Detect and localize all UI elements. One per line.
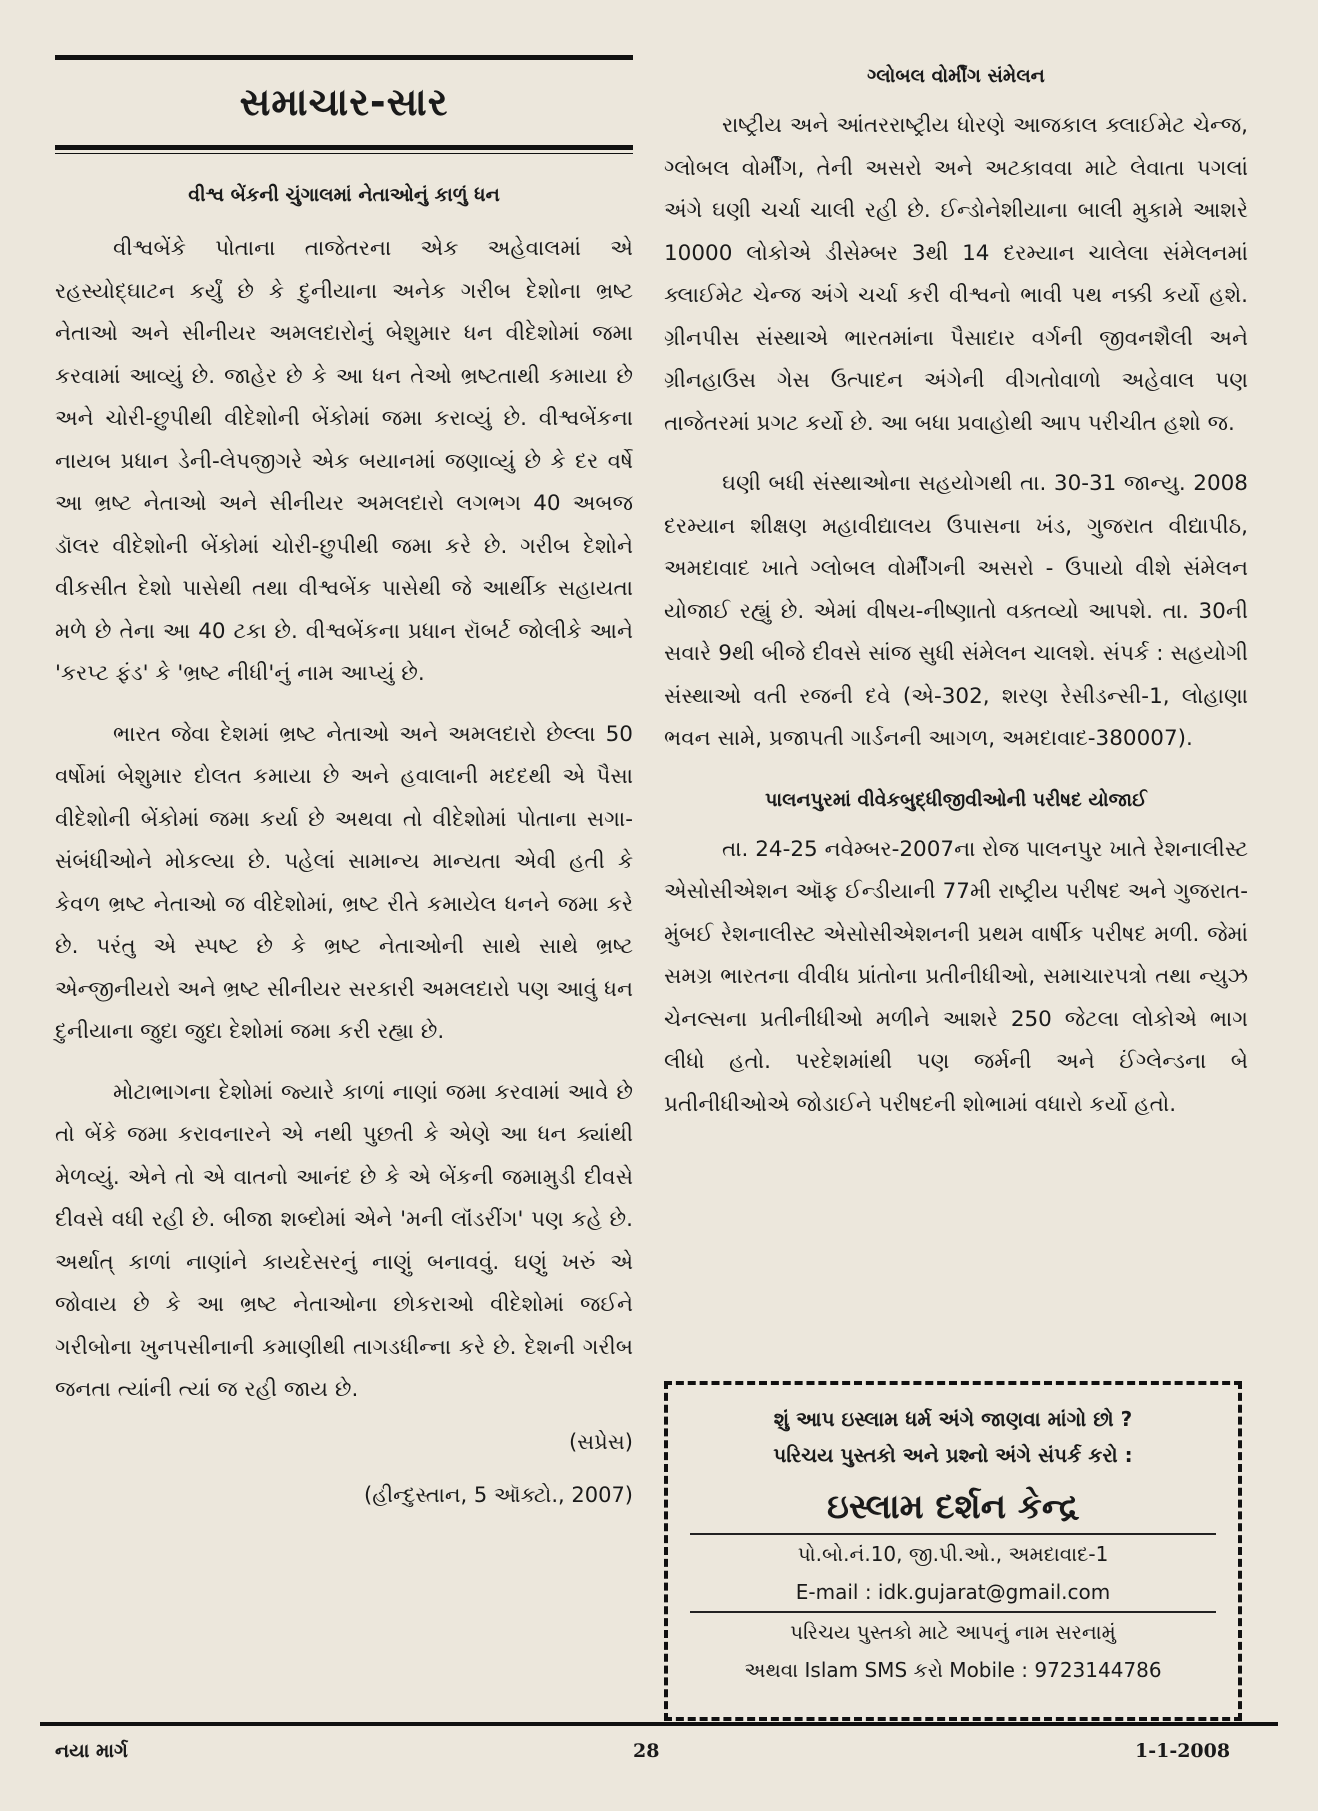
issue-date: 1-1-2008	[1135, 1740, 1231, 1762]
top-rule	[55, 55, 633, 60]
credit-newspaper: (હીન્દુસ્તાન, 5 ઑક્ટો., 2007)	[364, 1482, 633, 1507]
masthead: સમાચાર-સાર	[239, 80, 449, 124]
advert-contact-prompt: પરિચય પુસ્તકો અને પ્રશ્નો અંગે સંપર્ક કરો :	[773, 1443, 1133, 1467]
footer-rule	[40, 1722, 1278, 1726]
article-paragraph: તા. 24-25 નવેમ્બર-2007ના રોજ પાલનપુર ખાતે રેશનાલીસ્ટ એસોસીએશન ઑફ ઈન્ડીયાની 77મી રાષ્ટ્રીય પરીષદ અને ગુજરાત-મુંબઈ રેશનાલીસ્ટ એસોસીએશનની પ્રથમ વાર્ષીક પરીષદ મળી. જેમાં સમગ્ર ભારતના વીવીધ પ્રાંતોના પ્રતીનીધીઓ, સમાચારપત્રો તથા ન્યુઝ ચેનલ્સના પ્રતીનીધીઓ મળીને આશરે 250 જેટલા લોકોએ ભાગ લીધો હતો. પરદેશમાંથી પણ જર્મની અને ઈંગ્લેન્ડના બે પ્રતીનીધીઓએ જોડાઈને પરીષદની શોભામાં વધારો કર્યો હતો.	[664, 836, 1248, 1117]
advert-sms: અથવા Islam SMS કરો Mobile : 9723144786	[744, 1658, 1162, 1682]
advert-email: E-mail : idk.gujarat@gmail.com	[795, 1580, 1111, 1604]
islam-darshan-advert	[664, 1381, 1242, 1721]
article-heading-world-bank: વીશ્વ બેંકની ચુંગાલમાં નેતાઓનું કાળું ધન	[188, 184, 500, 206]
advert-address: પો.બો.નં.10, જી.પી.ઓ., અમદાવાદ-1	[690, 1533, 1216, 1573]
article-paragraph: ઘણી બધી સંસ્થાઓના સહયોગથી તા. 30-31 જાન્યુ. 2008 દરમ્યાન શીક્ષણ મહાવીદ્યાલય ઉપાસના ખંડ, ગુજરાત વીદ્યાપીઠ, અમદાવાદ ખાતે ગ્લોબલ વોર્મીંગની અસરો - ઉપાયો વીશે સંમેલન યોજાઈ રહ્યું છે. એમાં વીષય-નીષ્ણાતો વક્તવ્યો આપશે. તા. 30ની સવારે 9થી બીજે દીવસે સાંજ સુધી સંમેલન ચાલશે. સંપર્ક : સહયોગી સંસ્થાઓ વતી રજની દવે (એ-302, શરણ રેસીડન્સી-1, લોહાણા ભવન સામે, પ્રજાપતી ગાર્ડનની આગળ, અમદાવાદ-380007).	[664, 471, 1248, 751]
article-heading-global-warming: ગ્લોબલ વોર્મીંગ સંમેલન	[867, 65, 1045, 87]
article-paragraph: રાષ્ટ્રીય અને આંતરરાષ્ટ્રીય ધોરણે આજકાલ ક્લાઈમેટ ચેન્જ, ગ્લોબલ વોર્મીંગ, તેની અસરો અને અટકાવવા માટે લેવાતા પગલાં અંગે ઘણી ચર્ચા ચાલી રહી છે. ઈન્ડોનેશીયાના બાલી મુકામે આશરે 10000 લોકોએ ડીસેમ્બર 3થી 14 દરમ્યાન ચાલેલા સંમેલનમાં ક્લાઈમેટ ચેન્જ અંગે ચર્ચા કરી વીશ્વનો ભાવી પથ નક્કી કર્યો હશે. ગ્રીનપીસ સંસ્થાએ ભારતમાંના પૈસાદાર વર્ગની જીવનશૈલી અને ગ્રીનહાઉસ ગેસ ઉત્પાદન અંગેની વીગતોવાળો અહેવાલ પણ તાજેતરમાં પ્રગટ કર્યો છે. આ બધા પ્રવાહોથી આપ પરીચીત હશો જ.	[664, 113, 1248, 436]
masthead-thin-rule	[55, 153, 633, 154]
magazine-name: નયા માર્ગ	[55, 1740, 128, 1762]
advert-center-name: ઇસ્લામ દર્શન કેન્દ્ર	[826, 1487, 1080, 1527]
left-column	[55, 55, 633, 1508]
advert-question: શું આપ ઇસ્લામ ધર્મ અંગે જાણવા માંગો છો ?	[773, 1407, 1133, 1431]
page-number: 28	[633, 1740, 660, 1762]
article-paragraph: ભારત જેવા દેશમાં ભ્રષ્ટ નેતાઓ અને અમલદારો છેલ્લા 50 વર્ષોમાં બેશુમાર દોલત કમાયા છે અને હવાલાની મદદથી એ પૈસા વીદેશોની બેંકોમાં જમા કર્યા છે અથવા તો વીદેશોમાં પોતાના સગા-સંબંધીઓને મોકલ્યા છે. પહેલાં સામાન્ય માન્યતા એવી હતી કે કેવળ ભ્રષ્ટ નેતાઓ જ વીદેશોમાં, ભ્રષ્ટ રીતે કમાયેલ ધનને જમા કરે છે. પરંતુ એ સ્પષ્ટ છે કે ભ્રષ્ટ નેતાઓની સાથે સાથે ભ્રષ્ટ એન્જીનીયરો અને ભ્રષ્ટ સીનીયર સરકારી અમલદારો પણ આવું ધન દુનીયાના જુદા જુદા દેશોમાં જમા કરી રહ્યા છે.	[55, 721, 633, 1044]
article-paragraph: મોટાભાગના દેશોમાં જ્યારે કાળાં નાણાં જમા કરવામાં આવે છે તો બેંકે જમા કરાવનારને એ નથી પુછતી કે એણે આ ધન ક્યાંથી મેળવ્યું. એને તો એ વાતનો આનંદ છે કે એ બેંકની જમામુડી દીવસે દીવસે વધી રહી છે. બીજા શબ્દોમાં એને 'મની લૉંડરીંગ' પણ કહે છે. અર્થાત્ કાળાં નાણાંને કાયદેસરનું નાણું બનાવવું. ઘણું ખરું એ જોવાય છે કે આ ભ્રષ્ટ નેતાઓના છોકરાઓ વીદેશોમાં જઈને ગરીબોના ખુનપસીનાની કમાણીથી તાગડધીન્ના કરે છે. દેશની ગરીબ જનતા ત્યાંની ત્યાં જ રહી જાય છે.	[55, 1079, 633, 1402]
article-paragraph: વીશ્વબેંકે પોતાના તાજેતરના એક અહેવાલમાં એ રહસ્યોદ્ઘાટન કર્યું છે કે દુનીયાના અનેક ગરીબ દેશોના ભ્રષ્ટ નેતાઓ અને સીનીયર અમલદારોનું બેશુમાર ધન વીદેશોમાં જમા કરવામાં આવ્યું છે. જાહેર છે કે આ ધન તેઓ ભ્રષ્ટતાથી કમાયા છે અને ચોરી-છુપીથી વીદેશોની બેંકોમાં જમા કરાવ્યું છે. વીશ્વબેંકના નાયબ પ્રધાન ડેની-લેપજીગરે એક બયાનમાં જણાવ્યું છે કે દર વર્ષે આ ભ્રષ્ટ નેતાઓ અને સીનીયર અમલદારો લગભગ 40 અબજ ડૉલર વીદેશોની બેંકોમાં ચોરી-છુપીથી જમા કરે છે. ગરીબ દેશોને વીકસીત દેશો પાસેથી તથા વીશ્વબેંક પાસેથી જે આર્થીક સહાયતા મળે છે તેના આ 40 ટકા છે. વીશ્વબેંકના પ્રધાન રૉબર્ટ જોલીકે આને 'કરપ્ટ ફંડ' કે 'ભ્રષ્ટ નીધી'નું નામ આપ્યું છે.	[55, 236, 633, 686]
credit-source: (સપ્રેસ)	[568, 1429, 633, 1454]
article-heading-palanpur: પાલનપુરમાં વીવેકબુદ્ધીજીવીઓની પરીષદ યોજાઈ	[765, 788, 1147, 811]
masthead-rule	[55, 145, 633, 150]
right-column	[664, 55, 1248, 1144]
advert-note: પરિચય પુસ્તકો માટે આપનું નામ સરનામું	[690, 1611, 1216, 1651]
